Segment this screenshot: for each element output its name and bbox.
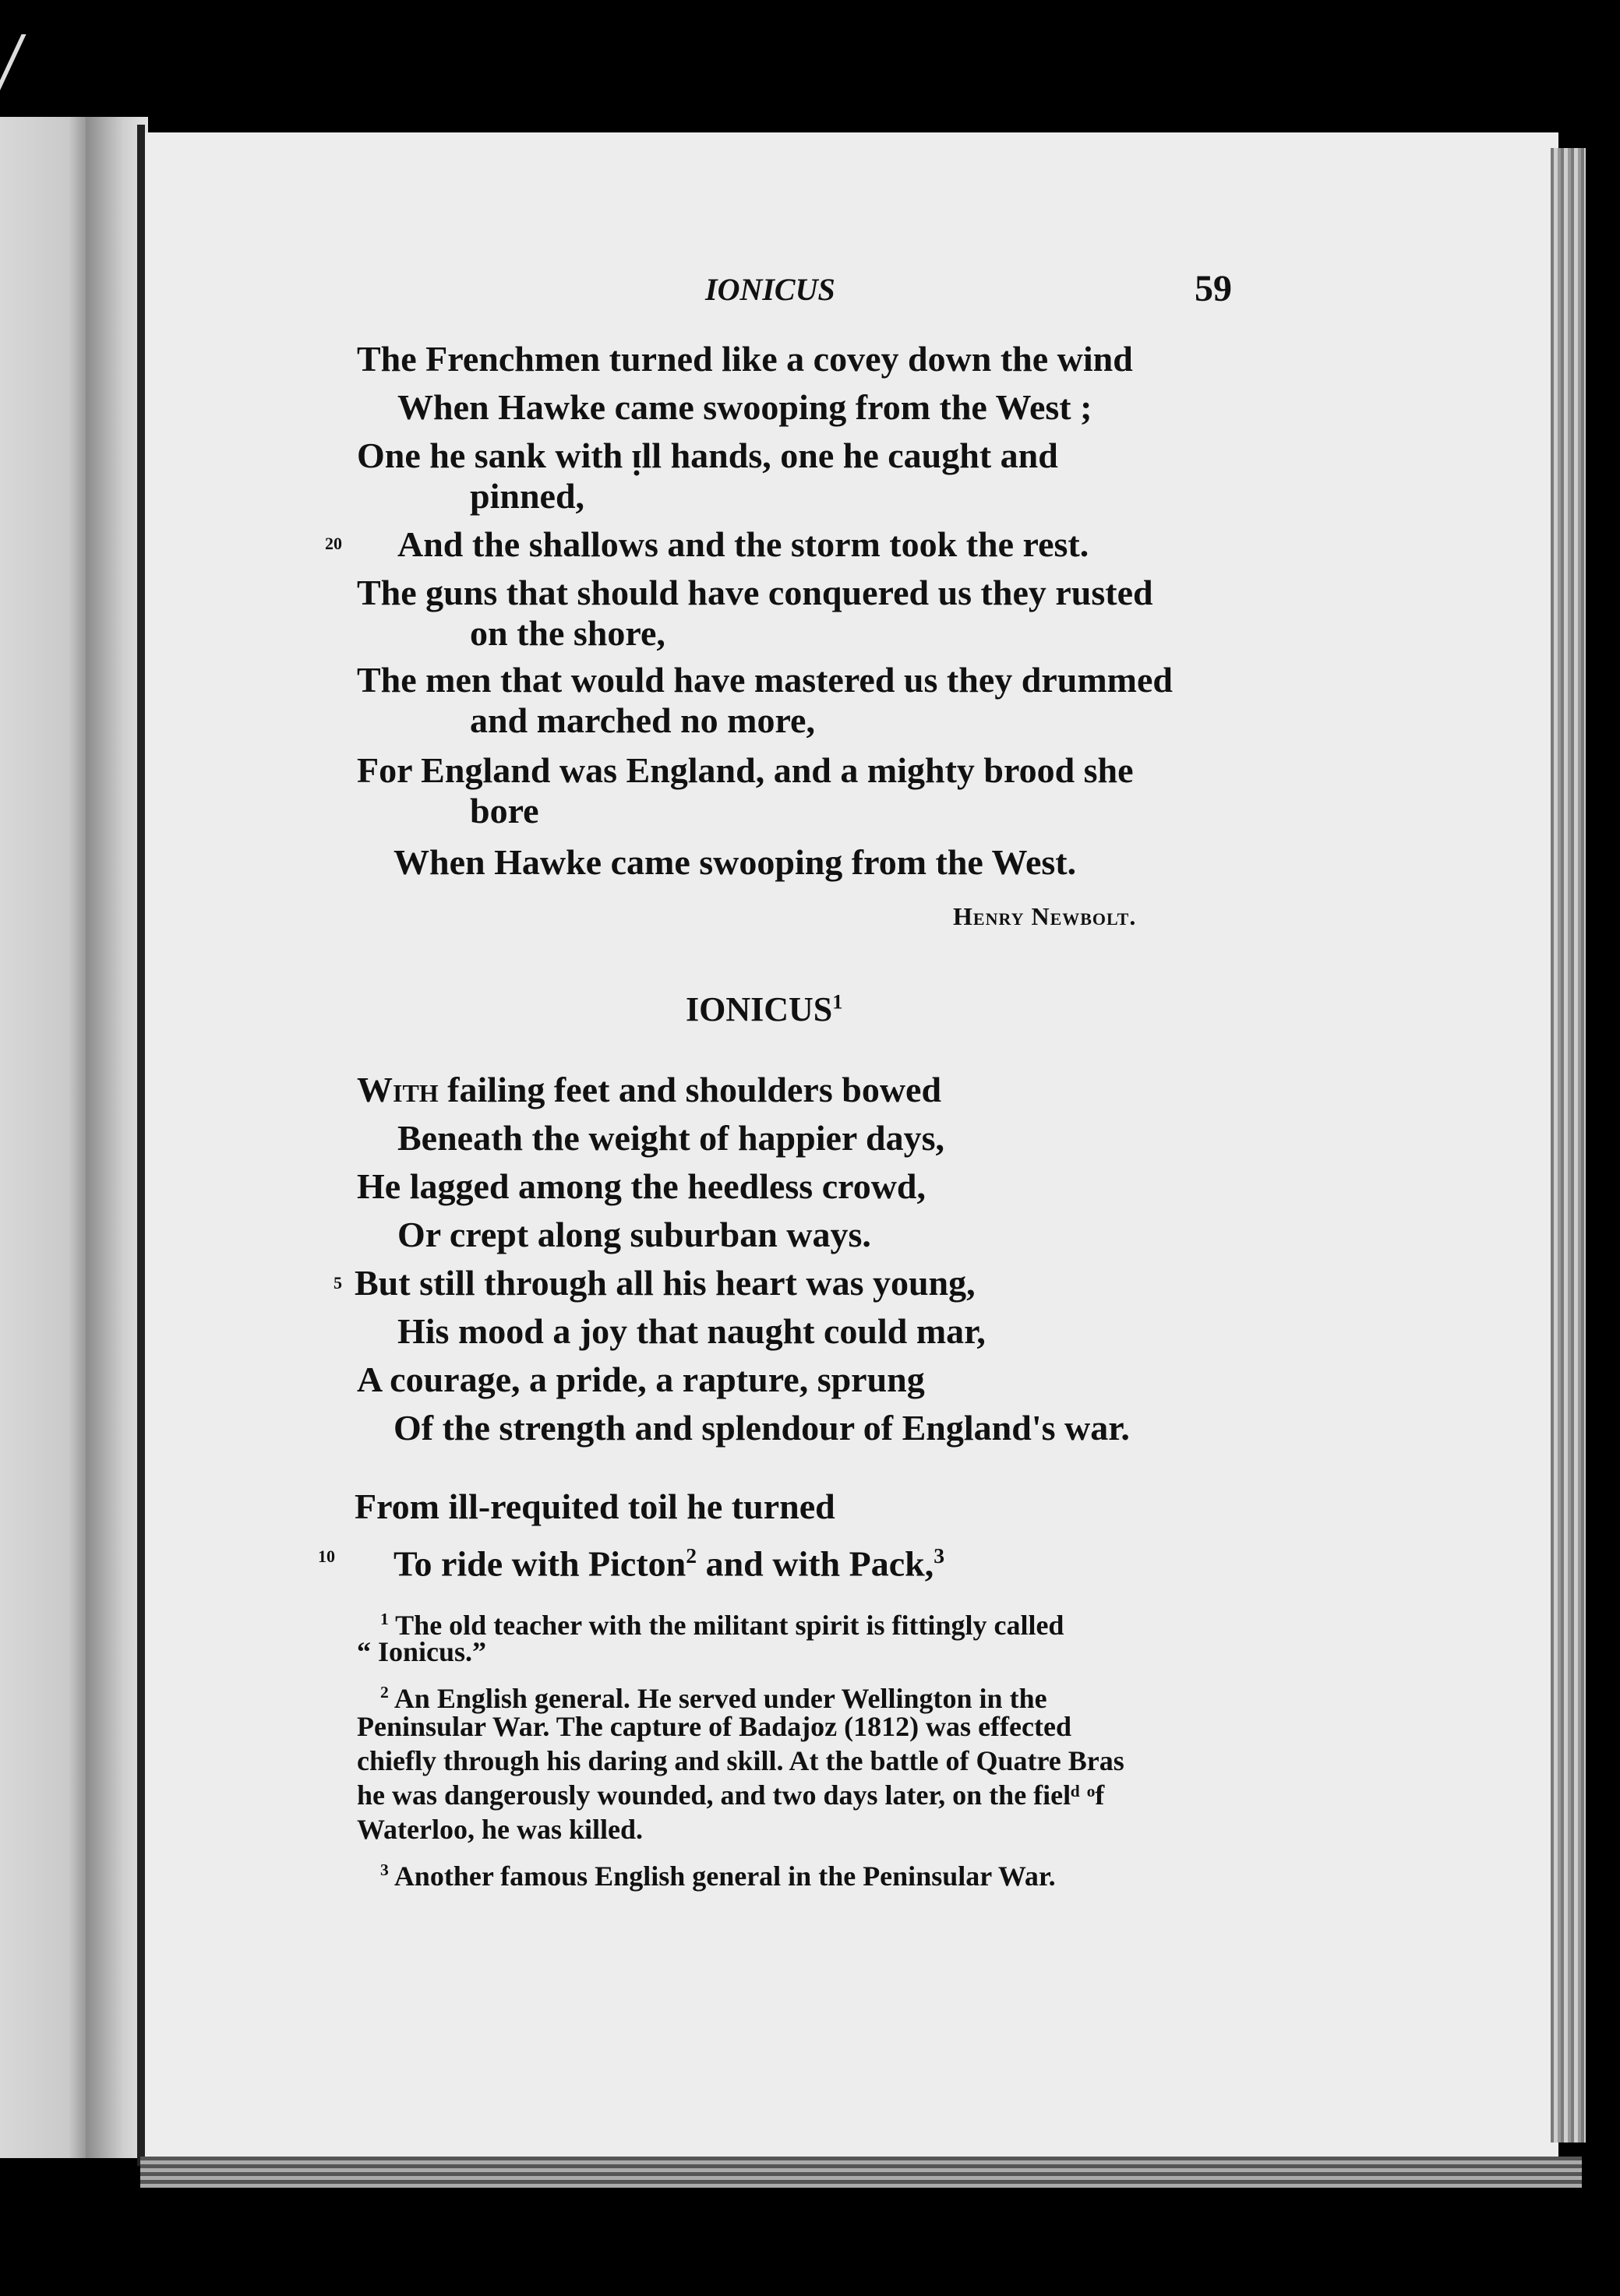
verse-line-continuation: pinned, <box>470 476 585 516</box>
poem-title-text: IONICUS <box>686 990 833 1028</box>
verse-line: But still through all his heart was young, <box>355 1263 976 1303</box>
verse-line <box>394 1533 944 1586</box>
footnote-text-fragment: ᵈ ᵒf <box>1071 1779 1105 1811</box>
footnote-2-line: Peninsular War. The capture of Badajoz (1812) was effected <box>357 1711 1071 1742</box>
footnote-ref: 2 <box>686 1543 697 1568</box>
verse-line-part: and with Pack, <box>697 1543 934 1584</box>
footnote-text: he was dangerously wounded, and two days later, on the fiel <box>357 1779 1071 1811</box>
verse-line: Of the strength and splendour of England's war. <box>394 1408 1130 1448</box>
verse-line <box>357 1067 941 1113</box>
footnote-mark: 1 <box>380 1610 389 1628</box>
footnote-mark: 2 <box>380 1683 389 1702</box>
footnote-3-line <box>380 1853 1056 1893</box>
page-fold-line <box>137 125 145 2166</box>
footnote-text: The old teacher with the militant spirit is fittingly called <box>395 1610 1064 1641</box>
verse-line: A courage, a pride, a rapture, sprung <box>357 1360 925 1399</box>
verse-line: And the shallows and the storm took the rest. <box>397 524 1089 564</box>
verse-line-part: To ride with Picton <box>394 1543 686 1584</box>
verse-line: Beneath the weight of happier days, <box>397 1118 944 1158</box>
verse-line: He lagged among the heedless crowd, <box>357 1166 926 1206</box>
verse-line-continuation: and marched no more, <box>470 700 815 740</box>
facing-page-edge <box>0 117 86 2158</box>
footnote-mark: 3 <box>380 1860 389 1879</box>
footnote-2-line <box>357 1778 1104 1812</box>
footnote-ref: 1 <box>832 989 843 1014</box>
footnote-1-line: “ Ionicus.” <box>357 1636 487 1667</box>
poem-title <box>686 989 842 1029</box>
line-number: 10 <box>318 1547 335 1566</box>
line-number: 20 <box>325 534 342 553</box>
footnote-text: An English general. He served under Wellington in the <box>394 1683 1047 1714</box>
author-attribution: Henry Newbolt. <box>953 902 1137 930</box>
verse-line: The guns that should have conquered us they rusted <box>357 573 1153 612</box>
verse-line: His mood a joy that naught could mar, <box>397 1311 986 1351</box>
verse-line-rest: failing feet and shoulders bowed <box>438 1070 942 1109</box>
running-title: IONICUS <box>705 272 835 307</box>
page-stack-edge <box>1551 148 1586 2143</box>
verse-line: For England was England, and a mighty brood she <box>357 750 1134 790</box>
verse-line-continuation: on the shore, <box>470 613 665 653</box>
line-number: 5 <box>334 1273 342 1293</box>
verse-line: The Frenchmen turned like a covey down the wind <box>357 339 1133 379</box>
corner-mark <box>0 34 53 100</box>
footnote-2-line: chiefly through his daring and skill. At the battle of Quatre Bras <box>357 1745 1124 1776</box>
page-bottom-edge <box>140 2157 1582 2188</box>
verse-line-continuation: bore <box>470 791 539 831</box>
footnote-text: Another famous English general in the Peninsular War. <box>394 1860 1056 1892</box>
verse-line: Or crept along suburban ways. <box>397 1215 871 1254</box>
verse-line: The men that would have mastered us they drummed <box>357 660 1173 700</box>
footnote-ref: 3 <box>934 1543 945 1568</box>
verse-line: When Hawke came swooping from the West ; <box>397 387 1092 427</box>
verse-line: When Hawke came swooping from the West. <box>394 842 1077 882</box>
drop-word: With <box>357 1070 439 1109</box>
verse-line: One he sank with ᴉll hands, one he caught and <box>357 436 1058 475</box>
footnote-2-line: Waterloo, he was killed. <box>357 1814 643 1845</box>
verse-line: From ill-requited toil he turned <box>355 1487 835 1526</box>
page-number: 59 <box>1195 268 1232 309</box>
